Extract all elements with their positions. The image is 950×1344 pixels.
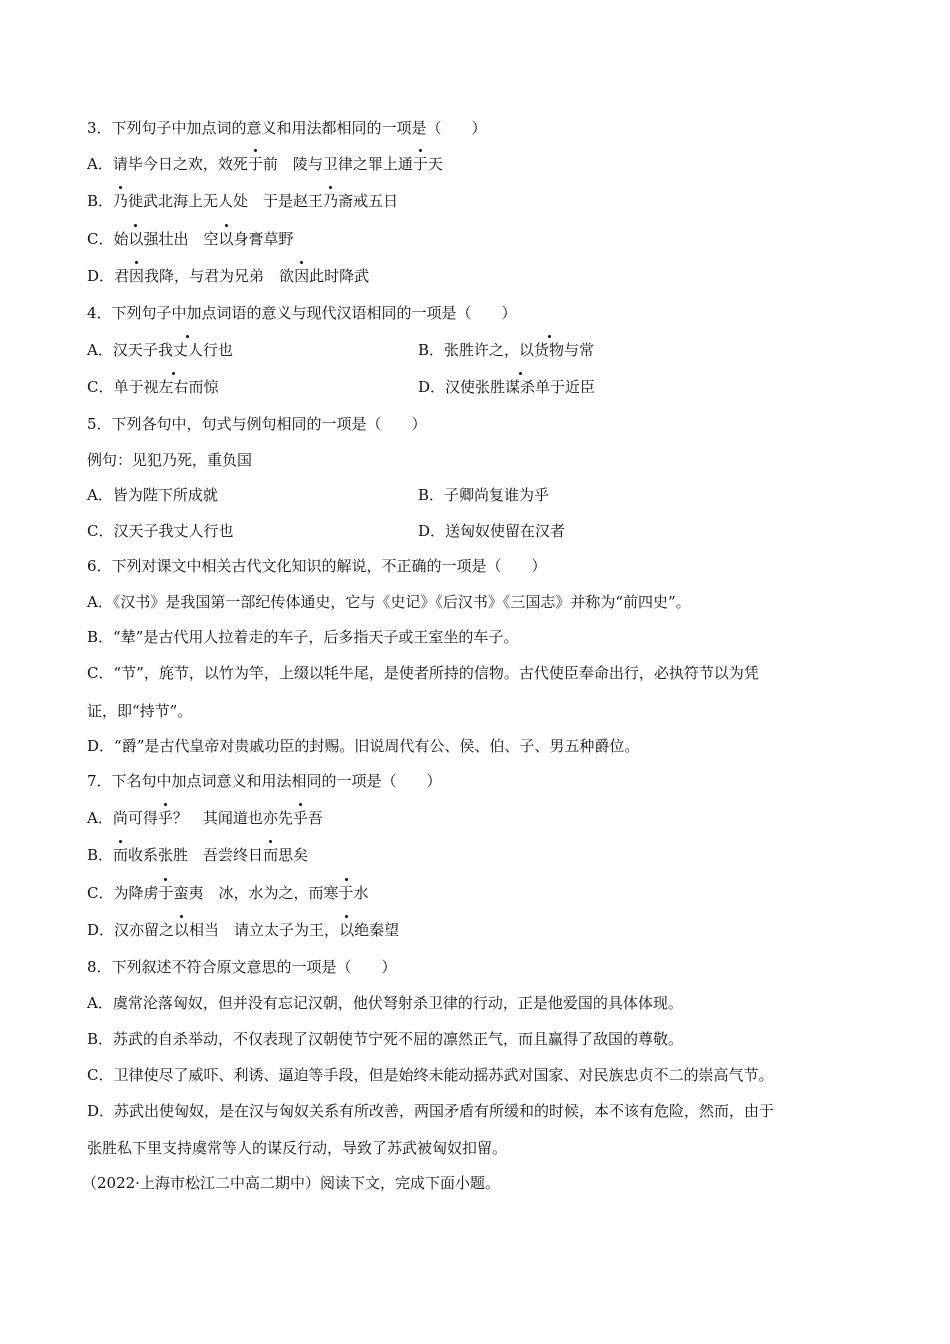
- source-note: （2022·上海市松江二中高二期中）阅读下文，完成下面小题。: [82, 1174, 500, 1192]
- q8-option-a: A．虞常沦落匈奴，但并没有忘记汉朝，他伏弩射杀卫律的行动，正是他爱国的具体体现。: [87, 994, 683, 1012]
- q6-option-a: A．《汉书》是我国第一部纪传体通史，它与《史记》《后汉书》《三国志》并称为“前四史”。: [87, 593, 691, 611]
- dotted-word: 以: [128, 230, 144, 248]
- q3-option-b: B．乃徙武北海上无人处 于是赵王乃斋戒五日: [87, 192, 399, 210]
- q5-option-c: C．汉天子我丈人行也: [87, 522, 234, 540]
- q6-stem: 6．下列对课文中相关古代文化知识的解说，不正确的一项是（ ）: [87, 557, 547, 575]
- q3-stem: 3．下列句子中加点词的意义和用法都相同的一项是（ ）: [87, 119, 487, 137]
- dotted-word: 而: [113, 846, 129, 864]
- dotted-word: 以: [174, 921, 190, 939]
- q7-option-c: C．为降虏于蛮夷 冰，水为之，而寒于水: [87, 884, 369, 902]
- dotted-word: 于: [158, 884, 174, 902]
- q8-option-d: D．苏武出使匈奴，是在汉与匈奴关系有所改善，两国矛盾有所缓和的时候，本不该有危险，然而，由于: [87, 1102, 775, 1120]
- q6-option-c-cont: 证，即“持节”。: [87, 702, 193, 720]
- dotted-word: 以: [339, 921, 355, 939]
- q8-option-b: B．苏武的自杀举动，不仅表现了汉朝使节宁死不屈的凛然正气，而且赢得了敌国的尊敬。: [87, 1030, 684, 1048]
- q4-stem: 4．下列句子中加点词语的意义与现代汉语相同的一项是（ ）: [87, 304, 517, 322]
- q8-option-d-cont: 张胜私下里支持虞常等人的谋反行动，导致了苏武被匈奴扣留。: [87, 1139, 508, 1157]
- q5-option-a: A．皆为陛下所成就: [87, 486, 218, 504]
- q8-option-c: C．卫律使尽了威吓、利诱、逼迫等手段，但是始终未能动摇苏武对国家、对民族忠贞不二的崇高气节。: [87, 1066, 774, 1084]
- dotted-word: 于: [412, 155, 428, 173]
- dotted-word: 以: [218, 230, 234, 248]
- dotted-word: 因: [129, 267, 145, 285]
- q7-stem: 7．下名句中加点词意义和用法相同的一项是（ ）: [87, 772, 442, 790]
- q8-stem: 8．下列叙述不符合原文意思的一项是（ ）: [87, 958, 397, 976]
- q3-option-d: D．君因我降，与君为兄弟 欲因此时降武: [87, 267, 370, 285]
- dotted-word: 于: [247, 155, 263, 173]
- dotted-word: 丈人: [172, 341, 203, 359]
- q7-option-a: A．尚可得乎？ 其闻道也亦先乎吾: [87, 809, 323, 827]
- dotted-word: 乎: [292, 809, 308, 827]
- q5-option-b: B．子卿尚复谁为乎: [418, 486, 550, 504]
- q3-option-c: C．始以强壮出 空以身膏草野: [87, 230, 294, 248]
- q6-option-b: B．“辇”是古代用人拉着走的车子，后多指天子或王室坐的车子。: [87, 628, 519, 646]
- dotted-word: 而: [263, 846, 279, 864]
- q5-stem: 5．下列各句中，句式与例句相同的一项是（ ）: [87, 415, 427, 433]
- dotted-word: 乎: [157, 809, 173, 827]
- q4-option-a: A．汉天子我丈人行也: [87, 341, 233, 359]
- dotted-word: 因: [294, 267, 310, 285]
- dotted-word: 乃: [113, 192, 129, 210]
- q4-option-b: B．张胜许之，以货物与常: [418, 341, 595, 359]
- q5-example: 例句：见犯乃死，重负国: [87, 451, 253, 469]
- q3-option-a: A．请毕今日之欢，效死于前 陵与卫律之罪上通于天: [87, 155, 443, 173]
- dotted-word: 于: [338, 884, 354, 902]
- q6-option-d: D．“爵”是古代皇帝对贵戚功臣的封赐。旧说周代有公、侯、伯、子、男五种爵位。: [87, 737, 640, 755]
- q7-option-b: B．而收系张胜 吾尝终日而思矣: [87, 846, 309, 864]
- q7-option-d: D．汉亦留之以相当 请立太子为王，以绝秦望: [87, 921, 400, 939]
- q5-option-d: D．送匈奴使留在汉者: [418, 522, 566, 540]
- q4-option-d: D．汉使张胜谋杀单于近臣: [418, 378, 596, 396]
- dotted-word: 谋杀: [505, 378, 536, 396]
- dotted-word: 货物: [534, 341, 565, 359]
- dotted-word: 乃: [323, 192, 339, 210]
- dotted-word: 左右: [158, 378, 189, 396]
- q4-option-c: C．单于视左右而惊: [87, 378, 219, 396]
- q6-option-c: C．“节”，旄节，以竹为竿，上缀以牦牛尾，是使者所持的信物。古代使臣奉命出行，必执符节以为凭: [87, 664, 759, 682]
